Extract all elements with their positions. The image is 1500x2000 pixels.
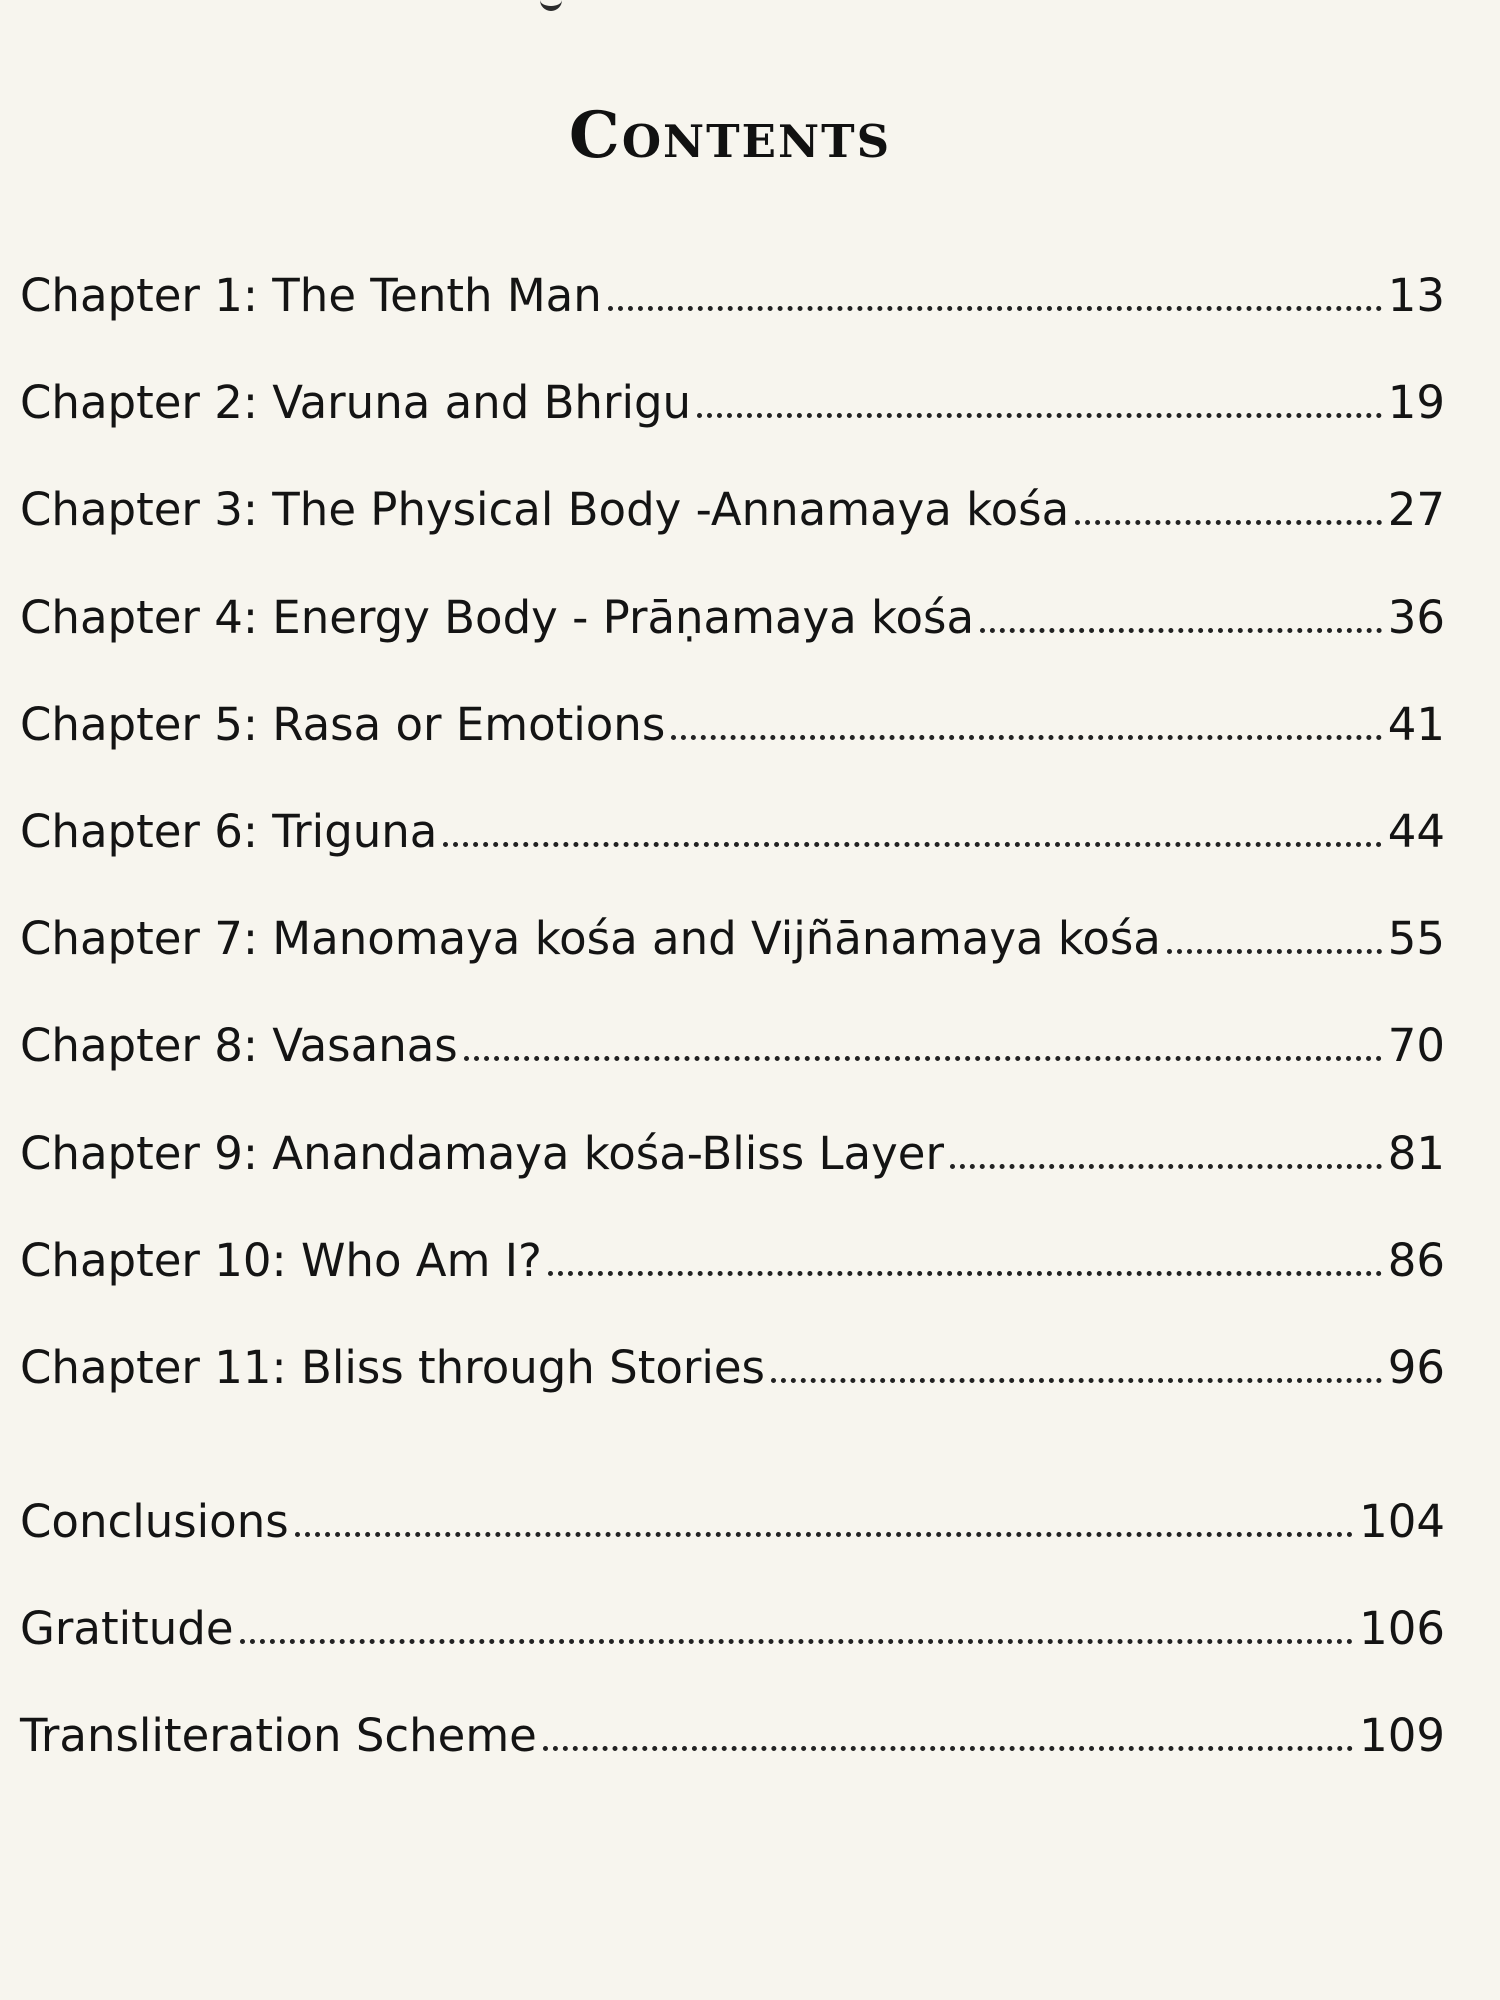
toc-entry-title: Chapter 10: Who Am I? [20, 1234, 542, 1287]
dot-leader [543, 1746, 1353, 1751]
toc-entry-title: Conclusions [20, 1495, 289, 1548]
toc-entry[interactable] [20, 1018, 1445, 1074]
toc-entry-title: Chapter 5: Rasa or Emotions [20, 698, 666, 751]
toc-entry[interactable] [20, 911, 1445, 967]
toc-entry-page: 36 [1387, 591, 1445, 644]
dot-leader [671, 735, 1381, 740]
toc-entry-title: Chapter 11: Bliss through Stories [20, 1341, 766, 1394]
toc-entry-title: Gratitude [20, 1602, 234, 1655]
dot-leader [548, 1271, 1382, 1276]
toc-entry[interactable] [20, 590, 1445, 646]
dot-leader [608, 306, 1382, 311]
toc-entry[interactable] [20, 1126, 1445, 1182]
toc-entry-page: 70 [1387, 1019, 1445, 1072]
toc-entry[interactable] [20, 697, 1445, 753]
dot-leader [464, 1056, 1382, 1061]
toc-entry-title: Chapter 8: Vasanas [20, 1019, 458, 1072]
toc-entry-page: 86 [1387, 1234, 1445, 1287]
toc-entry[interactable] [20, 482, 1445, 538]
dot-leader [980, 628, 1382, 633]
toc-entry-page: 96 [1387, 1341, 1445, 1394]
toc-entry-page: 44 [1387, 805, 1445, 858]
toc-entry-title: Chapter 1: The Tenth Man [20, 269, 602, 322]
toc-entry-page: 106 [1359, 1602, 1445, 1655]
toc-entry[interactable] [20, 1708, 1445, 1764]
toc-entry[interactable] [20, 1340, 1445, 1396]
toc-entry-title: Transliteration Scheme [20, 1709, 537, 1762]
toc-entry[interactable] [20, 1233, 1445, 1289]
dot-leader [950, 1164, 1382, 1169]
toc-entry-title: Chapter 3: The Physical Body -Annamaya kośa [20, 483, 1070, 536]
toc-entry-page: 41 [1387, 698, 1445, 751]
toc-entry-page: 13 [1387, 269, 1445, 322]
toc-entry-page: 104 [1359, 1495, 1445, 1548]
toc-entry[interactable] [20, 1494, 1445, 1550]
toc-entry-title: Chapter 9: Anandamaya kośa-Bliss Layer [20, 1127, 944, 1180]
dot-leader [1167, 949, 1382, 954]
toc-entry-title: Chapter 4: Energy Body - Prāṇamaya kośa [20, 591, 975, 644]
dot-leader [771, 1378, 1382, 1383]
page-title: Contents [568, 98, 892, 173]
toc-entry-page: 55 [1387, 912, 1445, 965]
dot-leader [295, 1532, 1353, 1537]
toc-entry-page: 19 [1387, 376, 1445, 429]
toc-entry-title: Chapter 6: Triguna [20, 805, 438, 858]
toc-entry[interactable] [20, 375, 1445, 431]
toc-entry[interactable] [20, 268, 1445, 324]
dot-leader [443, 842, 1381, 847]
toc-entry[interactable] [20, 804, 1445, 860]
toc-entry-title: Chapter 2: Varuna and Bhrigu [20, 376, 692, 429]
toc-entry-page: 81 [1387, 1127, 1445, 1180]
dot-leader [240, 1639, 1354, 1644]
toc-entry-title: Chapter 7: Manomaya kośa and Vijñānamaya kośa [20, 912, 1161, 965]
dot-leader [1075, 520, 1382, 525]
toc-entry[interactable] [20, 1601, 1445, 1657]
toc-entry-page: 27 [1387, 483, 1445, 536]
dot-leader [697, 413, 1382, 418]
toc-entry-page: 109 [1359, 1709, 1445, 1762]
